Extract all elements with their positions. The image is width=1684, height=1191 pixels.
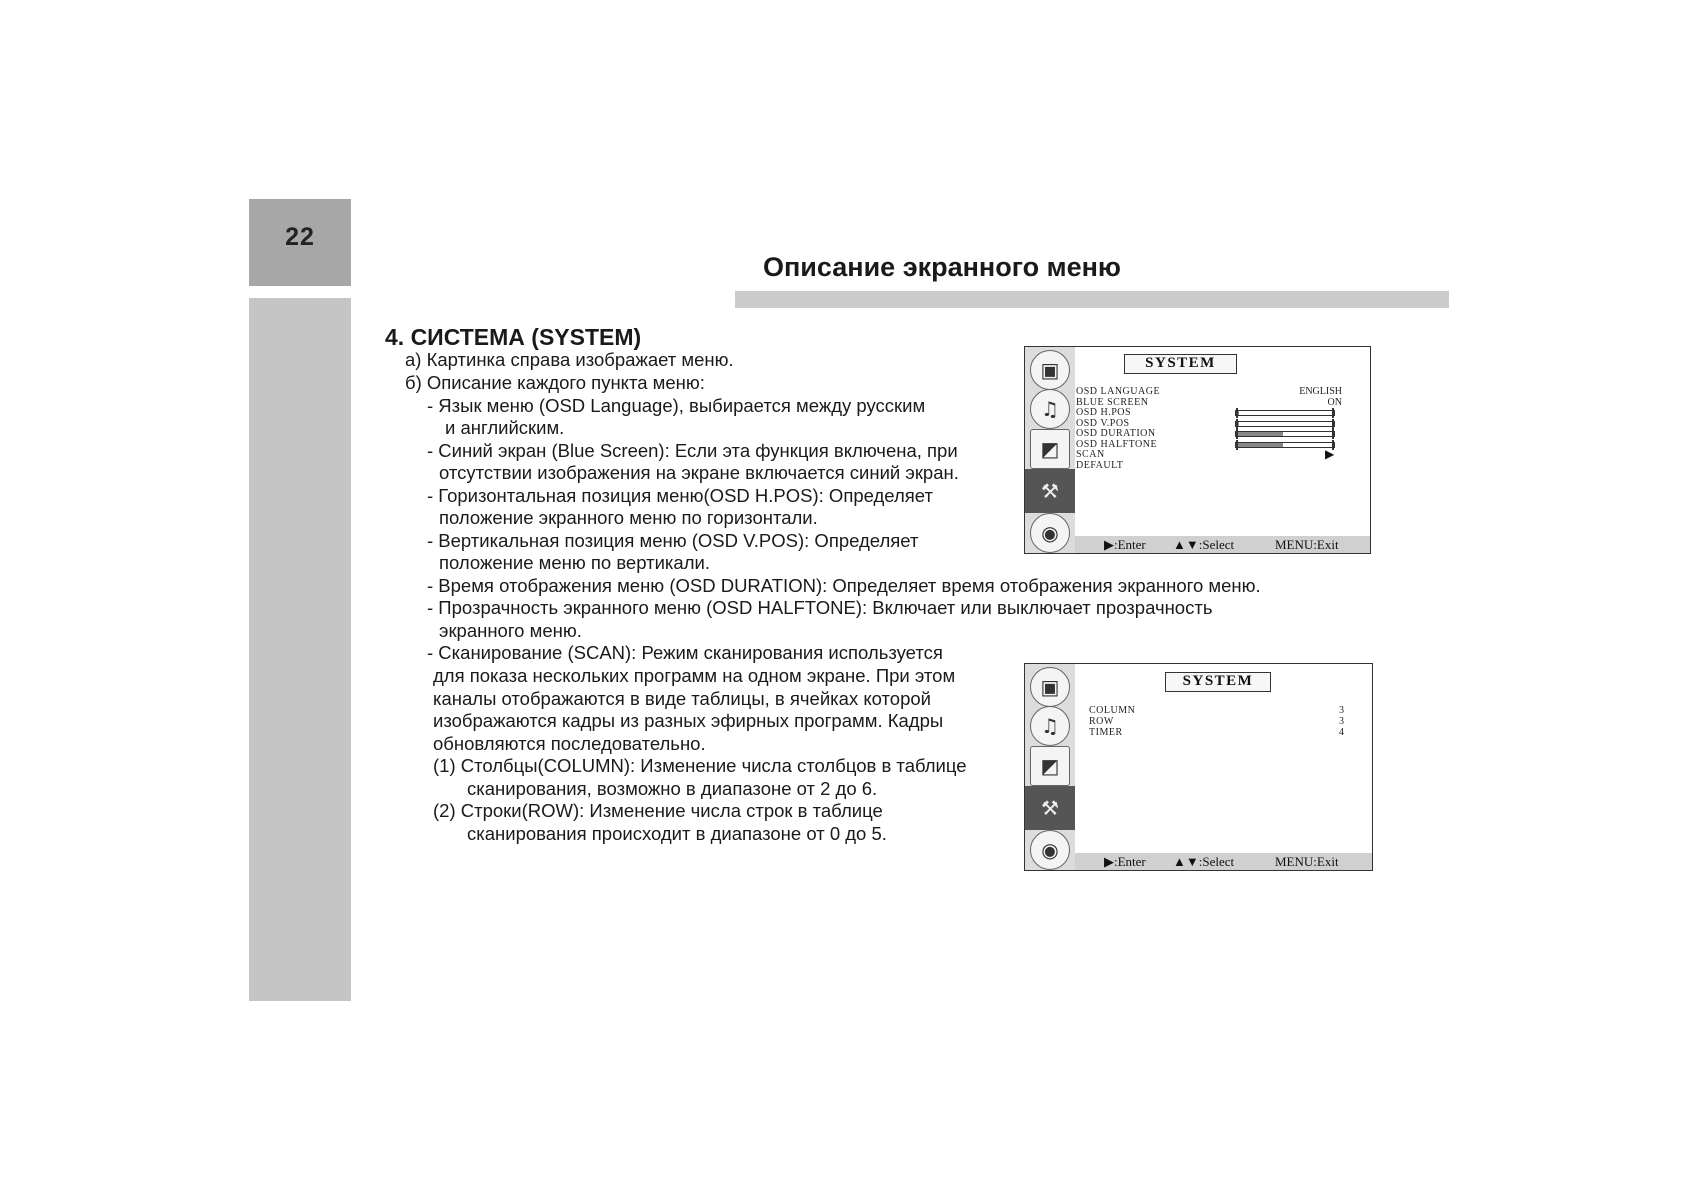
text-line: каналы отображаются в виде таблицы, в ячейках которой xyxy=(433,688,931,709)
text-line: сканирования, возможно в диапазоне от 2 до 6. xyxy=(467,778,878,799)
section-heading: 4. СИСТЕМА (SYSTEM) xyxy=(385,324,642,350)
text-line: - Горизонтальная позиция меню(OSD H.POS): Определяет xyxy=(427,485,933,506)
osd-footer-exit: MENU:Exit xyxy=(1275,537,1339,552)
osd-item-label: OSD HALFTONE xyxy=(1076,439,1158,450)
system-tools-icon: ⚒ xyxy=(1025,786,1075,830)
antenna-icon: ◉ xyxy=(1030,513,1070,553)
text-line: отсутствии изображения на экране включается синий экран. xyxy=(439,462,959,483)
text-line: экранного меню. xyxy=(439,620,582,641)
osd-item-value: 3 xyxy=(1339,716,1344,727)
antenna-icon: ◉ xyxy=(1030,830,1070,870)
text-line: положение экранного меню по горизонтали. xyxy=(439,507,818,528)
picture-adjust-icon: ◩ xyxy=(1030,746,1070,786)
osd-menu-title: SYSTEM xyxy=(1165,672,1271,692)
text-line: б) Описание каждого пункта меню: xyxy=(405,372,705,393)
osd-footer-select: ▲▼:Select xyxy=(1173,537,1235,552)
osd-item-value: ON xyxy=(1327,397,1342,408)
osd-icon-column xyxy=(1025,664,1075,870)
page-title: Описание экранного меню xyxy=(763,252,1121,282)
osd-item-label: OSD LANGUAGE xyxy=(1076,386,1161,397)
osd-footer-enter: ▶:Enter xyxy=(1104,854,1146,869)
text-line: - Сканирование (SCAN): Режим сканирования используется xyxy=(427,642,943,663)
osd-item-label: TIMER xyxy=(1089,727,1123,738)
page-number-box xyxy=(249,199,351,286)
system-tools-icon: ⚒ xyxy=(1025,469,1075,513)
text-line: обновляются последовательно. xyxy=(433,733,706,754)
osd-footer-select: ▲▼:Select xyxy=(1173,854,1235,869)
osd-item-label: SCAN xyxy=(1076,449,1105,460)
osd-system-menu-screenshot xyxy=(1024,346,1371,554)
text-line: - Язык меню (OSD Language), выбирается между русским xyxy=(427,395,926,416)
text-line: изображаются кадры из разных эфирных программ. Кадры xyxy=(433,710,944,731)
text-line: и английским. xyxy=(445,417,565,438)
osd-footer-exit: MENU:Exit xyxy=(1275,854,1339,869)
osd-item-label: ROW xyxy=(1089,716,1114,727)
page-number: 22 xyxy=(285,223,315,251)
osd-footer-enter: ▶:Enter xyxy=(1104,537,1146,552)
osd-item-label: OSD H.POS xyxy=(1076,407,1132,418)
osd-item-value: ENGLISH xyxy=(1299,386,1342,397)
osd-item-label: COLUMN xyxy=(1089,705,1136,716)
sound-icon: ♫ xyxy=(1030,389,1070,429)
osd-item-value: 4 xyxy=(1339,727,1344,738)
osd-scan-menu-screenshot xyxy=(1024,663,1373,871)
picture-adjust-icon: ◩ xyxy=(1030,429,1070,469)
text-line: - Прозрачность экранного меню (OSD HALFTONE): Включает или выключает прозрачность xyxy=(427,597,1213,618)
osd-footer xyxy=(1075,853,1372,870)
osd-duration-slider xyxy=(1235,431,1335,437)
sound-icon: ♫ xyxy=(1030,706,1070,746)
text-line: сканирования происходит в диапазоне от 0 до 5. xyxy=(467,823,887,844)
text-line: (1) Столбцы(COLUMN): Изменение числа столбцов в таблице xyxy=(433,755,967,776)
text-line: для показа нескольких программ на одном экране. При этом xyxy=(433,665,956,686)
osd-item-label: OSD DURATION xyxy=(1076,428,1156,439)
osd-item-label: OSD V.POS xyxy=(1076,418,1130,429)
title-rule xyxy=(735,291,1449,308)
osd-halftone-slider xyxy=(1235,442,1335,448)
text-line: а) Картинка справа изображает меню. xyxy=(405,349,734,370)
osd-item-label: DEFAULT xyxy=(1076,460,1124,471)
text-line: - Вертикальная позиция меню (OSD V.POS): Определяет xyxy=(427,530,919,551)
submenu-arrow-icon: ▶ xyxy=(1325,447,1335,461)
text-line: - Время отображения меню (OSD DURATION): Определяет время отображения экранного меню. xyxy=(427,575,1261,596)
osd-footer xyxy=(1075,536,1370,553)
osd-item-label: BLUE SCREEN xyxy=(1076,397,1149,408)
osd-item-value: 3 xyxy=(1339,705,1344,716)
text-line: положение меню по вертикали. xyxy=(439,552,710,573)
osd-menu-title: SYSTEM xyxy=(1124,354,1237,374)
text-line: (2) Строки(ROW): Изменение числа строк в таблице xyxy=(433,800,883,821)
osd-icon-column xyxy=(1025,347,1075,553)
osd-h-pos-slider xyxy=(1235,410,1335,416)
osd-v-pos-slider xyxy=(1235,421,1335,427)
tv-picture-icon: ▣ xyxy=(1030,350,1070,390)
tv-picture-icon: ▣ xyxy=(1030,667,1070,707)
text-line: - Синий экран (Blue Screen): Если эта функция включена, при xyxy=(427,440,958,461)
side-bar xyxy=(249,298,351,1001)
